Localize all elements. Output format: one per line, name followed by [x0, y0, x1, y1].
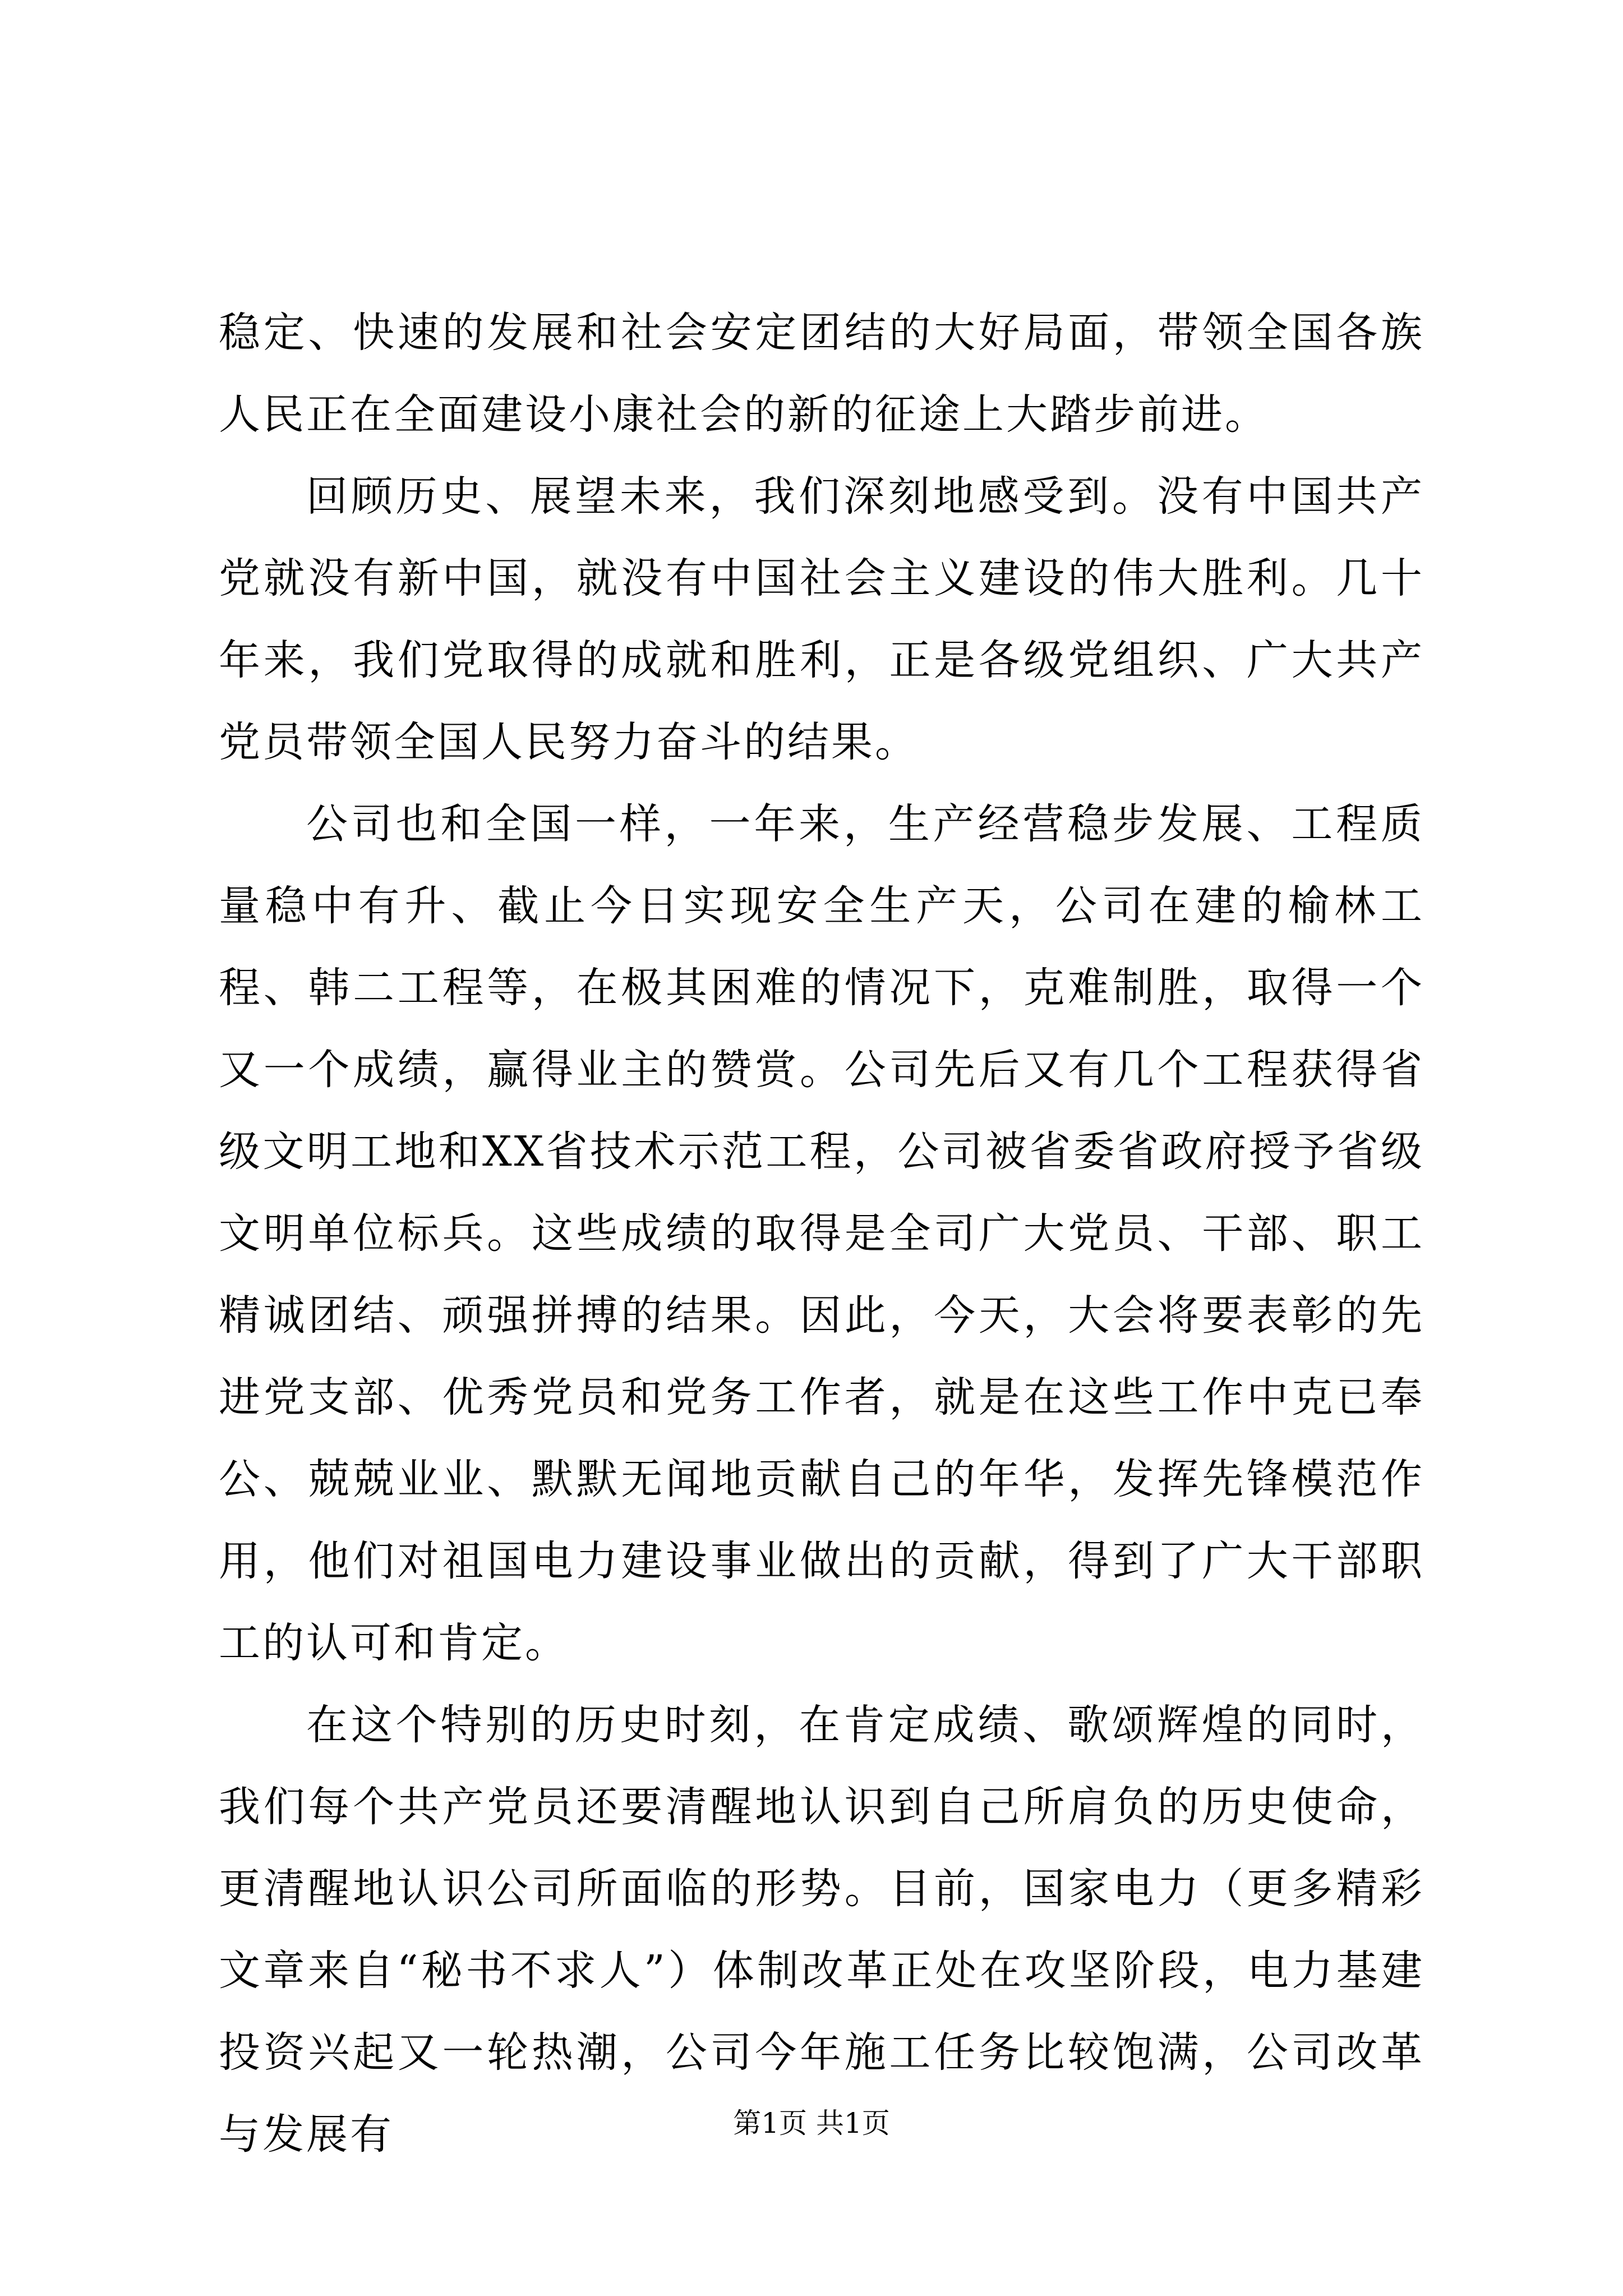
paragraph-3: 公司也和全国一样，一年来，生产经营稳步发展、工程质量稳中有升、截止今日实现安全生产天，公司在建的榆林工程、韩二工程等，在极其困难的情况下，克难制胜，取得一个又一个成绩，赢得业主的赞赏。公司先后又有几个工程获得省级文明工地和XX省技术示范工程，公司被省委省政府授予省级文明单位标兵。这些成绩的取得是全司广大党员、干部、职工精诚团结、顽强拼搏的结果。因此，今天，大会将要表彰的先进党支部、优秀党员和党务工作者，就是在这些工作中克已奉公、兢兢业业、默默无闻地贡献自己的年华，发挥先锋模范作用，他们对祖国电力建设事业做出的贡献，得到了广大干部职工的认可和肯定。	[219, 800, 1424, 1667]
paragraph-2: 回顾历史、展望未来，我们深刻地感受到。没有中国共产党就没有新中国，就没有中国社会主义建设的伟大胜利。几十年来，我们党取得的成就和胜利，正是各级党组织、广大共产党员带领全国人民努力奋斗的结果。	[219, 472, 1424, 766]
document-body	[219, 292, 1424, 2175]
paragraph-4: 在这个特别的历史时刻，在肯定成绩、歌颂辉煌的同时，我们每个共产党员还要清醒地认识到自己所肩负的历史使命，更清醒地认识公司所面临的形势。目前，国家电力（更多精彩文章来自“秘书不求人”）体制改革正处在攻坚阶段，电力基建投资兴起又一轮热潮，公司今年施工任务比较饱满，公司改革与发展有	[219, 1701, 1424, 2159]
page-number-footer: 第1页 共1页	[733, 2107, 890, 2139]
paragraph-1: 稳定、快速的发展和社会安定团结的大好局面，带领全国各族人民正在全面建设小康社会的新的征途上大踏步前进。	[219, 309, 1424, 439]
